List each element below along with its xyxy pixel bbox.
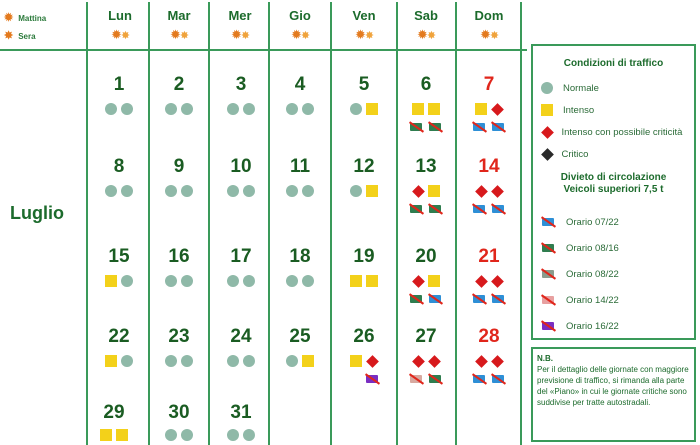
day-cell: [459, 246, 519, 306]
normal-marker: [243, 355, 255, 367]
note-text: Per il dettaglio delle giornate con maggiore previsione di traffico, si rimanda alla parte del «Piano» in cui le giornate critiche sono suddivise per tratte autostradali.: [537, 365, 689, 407]
legend-label: Orario 07/22: [566, 217, 619, 228]
day-cell: [334, 246, 394, 288]
normal-marker: [243, 103, 255, 115]
truck-ban-icon: [472, 203, 487, 216]
truck-ban-icon: [428, 203, 443, 216]
intense-marker: [116, 429, 128, 441]
normal-marker: [105, 185, 117, 197]
day-header-gio: Gio: [289, 8, 311, 23]
truck-ban-icon: [409, 121, 424, 134]
truck-ban-icon: [409, 203, 424, 216]
intense-marker: [412, 103, 424, 115]
normal-marker: [302, 275, 314, 287]
normal-marker: [165, 429, 177, 441]
day-header-ven: Ven: [352, 8, 376, 23]
day-cell: [334, 326, 394, 386]
sun-icons: ✹✸: [416, 27, 436, 42]
day-cell: [211, 246, 271, 288]
normal-marker: [302, 185, 314, 197]
day-cell: [459, 326, 519, 386]
normal-marker: [121, 103, 133, 115]
normal-marker: [541, 82, 553, 94]
day-number: 17: [230, 246, 252, 267]
truck-ban-icon: [428, 293, 443, 306]
day-cell: [270, 156, 330, 198]
intense-marker: [302, 355, 314, 367]
day-number: 28: [478, 326, 500, 347]
legend-row-orario: [541, 216, 619, 229]
day-number: 31: [230, 402, 252, 423]
legend-label: Orario 08/22: [566, 269, 619, 280]
legend-row-orario: [541, 268, 619, 281]
normal-marker: [121, 355, 133, 367]
normal-marker: [227, 355, 239, 367]
column-divider: [86, 2, 88, 445]
normal-marker: [243, 185, 255, 197]
column-divider: [330, 2, 332, 445]
truck-ban-icon: [365, 373, 380, 386]
truck-ban-icon: [541, 294, 556, 307]
day-number: 11: [289, 156, 311, 177]
day-number: 3: [235, 74, 247, 95]
legend-label: Orario 08/16: [566, 243, 619, 254]
normal-marker: [286, 355, 298, 367]
column-divider: [208, 2, 210, 445]
normal-marker: [302, 103, 314, 115]
day-number: 19: [353, 246, 375, 267]
day-number: 9: [173, 156, 185, 177]
normal-marker: [165, 103, 177, 115]
legend-label: Critico: [561, 148, 589, 160]
sun-icons: ✹✸: [169, 27, 189, 42]
legend-label: Normale: [563, 82, 599, 94]
normal-marker: [286, 275, 298, 287]
normal-marker: [243, 275, 255, 287]
normal-marker: [227, 429, 239, 441]
legend-row-normale: [541, 82, 599, 94]
day-number: 5: [358, 74, 370, 95]
normal-marker: [350, 185, 362, 197]
day-number: 21: [478, 246, 500, 267]
critical-possible-marker: [412, 355, 425, 368]
intense-marker: [350, 275, 362, 287]
sun-icons: ✹✸: [110, 27, 130, 42]
day-cell: [211, 74, 271, 116]
day-number: 8: [113, 156, 125, 177]
normal-marker: [286, 185, 298, 197]
day-header-sab: Sab: [414, 8, 438, 23]
day-number: 16: [168, 246, 190, 267]
divieto-subtitle: Veicoli superiori 7,5 t: [563, 184, 664, 195]
column-divider: [520, 2, 522, 445]
legend-row-orario: [541, 242, 619, 255]
day-cell: [149, 402, 209, 442]
day-cell: [149, 74, 209, 116]
normal-marker: [243, 429, 255, 441]
truck-ban-icon: [472, 121, 487, 134]
normal-marker: [165, 275, 177, 287]
day-number: 22: [108, 326, 130, 347]
truck-ban-icon: [541, 242, 556, 255]
day-number: 1: [113, 74, 125, 95]
day-cell: [396, 156, 456, 216]
critical-possible-marker: [491, 275, 504, 288]
day-number: 20: [415, 246, 437, 267]
day-number: 10: [230, 156, 252, 177]
intense-marker: [105, 355, 117, 367]
normal-marker: [121, 185, 133, 197]
month-label: Luglio: [10, 203, 64, 223]
truck-ban-icon: [491, 203, 506, 216]
intense-marker: [105, 275, 117, 287]
truck-ban-icon: [472, 373, 487, 386]
day-cell: [84, 402, 144, 442]
normal-marker: [227, 103, 239, 115]
day-header-lun: Lun: [108, 8, 132, 23]
truck-ban-icon: [541, 216, 556, 229]
legend-row-orario: [541, 294, 619, 307]
intense-marker: [366, 185, 378, 197]
sun-icon: ✹: [4, 12, 14, 24]
day-cell: [270, 74, 330, 116]
day-cell: [89, 74, 149, 116]
critical-possible-marker: [491, 355, 504, 368]
column-divider: [148, 2, 150, 445]
day-cell: [149, 326, 209, 368]
legend-mattina: [4, 12, 84, 25]
normal-marker: [227, 275, 239, 287]
legend-label: Orario 14/22: [566, 295, 619, 306]
critical-possible-marker: [491, 185, 504, 198]
day-number: 2: [173, 74, 185, 95]
legend-label: Orario 16/22: [566, 321, 619, 332]
day-header-mar: Mar: [167, 8, 191, 23]
critical-possible-marker: [366, 355, 379, 368]
truck-ban-icon: [409, 293, 424, 306]
legend-title: Condizioni di traffico: [563, 58, 664, 69]
intense-marker: [475, 103, 487, 115]
day-number: 30: [168, 402, 190, 423]
day-number: 27: [415, 326, 437, 347]
sun-icons: ✹✸: [230, 27, 250, 42]
legend-row-critico-possibile: [541, 126, 682, 138]
column-divider: [268, 2, 270, 445]
critical-possible-marker: [475, 355, 488, 368]
legend-sera: [4, 30, 84, 43]
day-cell: [396, 326, 456, 386]
day-cell: [396, 74, 456, 134]
day-cell: [270, 246, 330, 288]
day-number: 29: [103, 402, 125, 423]
critical-possible-marker: [475, 275, 488, 288]
day-number: 25: [289, 326, 311, 347]
critical-possible-marker: [412, 275, 425, 288]
critical-marker: [541, 148, 554, 161]
critical-possible-marker: [541, 126, 554, 139]
day-number: 18: [289, 246, 311, 267]
day-cell: [89, 326, 149, 368]
day-cell: [396, 246, 456, 306]
day-number: 6: [420, 74, 432, 95]
legend-mattina-label: Mattina: [18, 14, 47, 23]
truck-ban-icon: [491, 293, 506, 306]
critical-possible-marker: [412, 185, 425, 198]
normal-marker: [350, 103, 362, 115]
note-title: N.B.: [537, 354, 553, 363]
normal-marker: [181, 429, 193, 441]
day-number: 23: [168, 326, 190, 347]
sun-icons: ✹✸: [290, 27, 310, 42]
intense-marker: [428, 103, 440, 115]
day-number: 12: [353, 156, 375, 177]
day-header-dom: Dom: [474, 8, 504, 23]
day-cell: [211, 156, 271, 198]
normal-marker: [121, 275, 133, 287]
truck-ban-icon: [472, 293, 487, 306]
legend-row-critico: [541, 148, 588, 160]
normal-marker: [227, 185, 239, 197]
normal-marker: [165, 185, 177, 197]
critical-possible-marker: [491, 103, 504, 116]
intense-marker: [100, 429, 112, 441]
intense-marker: [350, 355, 362, 367]
sun-icons: ✹✸: [354, 27, 374, 42]
normal-marker: [181, 185, 193, 197]
legend-row-orario: [541, 320, 619, 333]
truck-ban-icon: [541, 268, 556, 281]
note-box: [531, 347, 696, 442]
truck-ban-icon: [541, 320, 556, 333]
header-divider: [0, 49, 527, 51]
intense-marker: [366, 275, 378, 287]
day-number: 13: [415, 156, 437, 177]
truck-ban-icon: [491, 121, 506, 134]
day-number: 15: [108, 246, 130, 267]
normal-marker: [181, 103, 193, 115]
intense-marker: [428, 185, 440, 197]
day-cell: [89, 246, 149, 288]
day-cell: [334, 156, 394, 198]
day-number: 24: [230, 326, 252, 347]
divieto-title: Divieto di circolazione: [560, 172, 667, 183]
truck-ban-icon: [428, 373, 443, 386]
sun-icons: ✹✸: [479, 27, 499, 42]
legend-row-intenso: [541, 104, 594, 116]
truck-ban-icon: [491, 373, 506, 386]
legend-label: Intenso con possibile criticità: [561, 126, 683, 138]
day-cell: [334, 74, 394, 116]
traffic-legend: [531, 44, 696, 340]
sunset-icon: ✸: [4, 30, 14, 42]
normal-marker: [286, 103, 298, 115]
day-cell: [89, 156, 149, 198]
day-cell: [149, 156, 209, 198]
normal-marker: [165, 355, 177, 367]
critical-possible-marker: [428, 355, 441, 368]
day-cell: [211, 402, 271, 442]
truck-ban-icon: [409, 373, 424, 386]
day-cell: [459, 156, 519, 216]
day-cell: [149, 246, 209, 288]
normal-marker: [105, 103, 117, 115]
intense-marker: [541, 104, 553, 116]
intense-marker: [428, 275, 440, 287]
day-number: 26: [353, 326, 375, 347]
truck-ban-icon: [428, 121, 443, 134]
legend-label: Intenso: [563, 104, 595, 116]
day-cell: [211, 326, 271, 368]
day-cell: [270, 326, 330, 368]
day-number: 14: [478, 156, 500, 177]
day-number: 7: [483, 74, 495, 95]
legend-sera-label: Sera: [18, 32, 36, 41]
day-header-mer: Mer: [228, 8, 252, 23]
day-number: 4: [294, 74, 306, 95]
normal-marker: [181, 275, 193, 287]
critical-possible-marker: [475, 185, 488, 198]
normal-marker: [181, 355, 193, 367]
intense-marker: [366, 103, 378, 115]
day-cell: [459, 74, 519, 134]
